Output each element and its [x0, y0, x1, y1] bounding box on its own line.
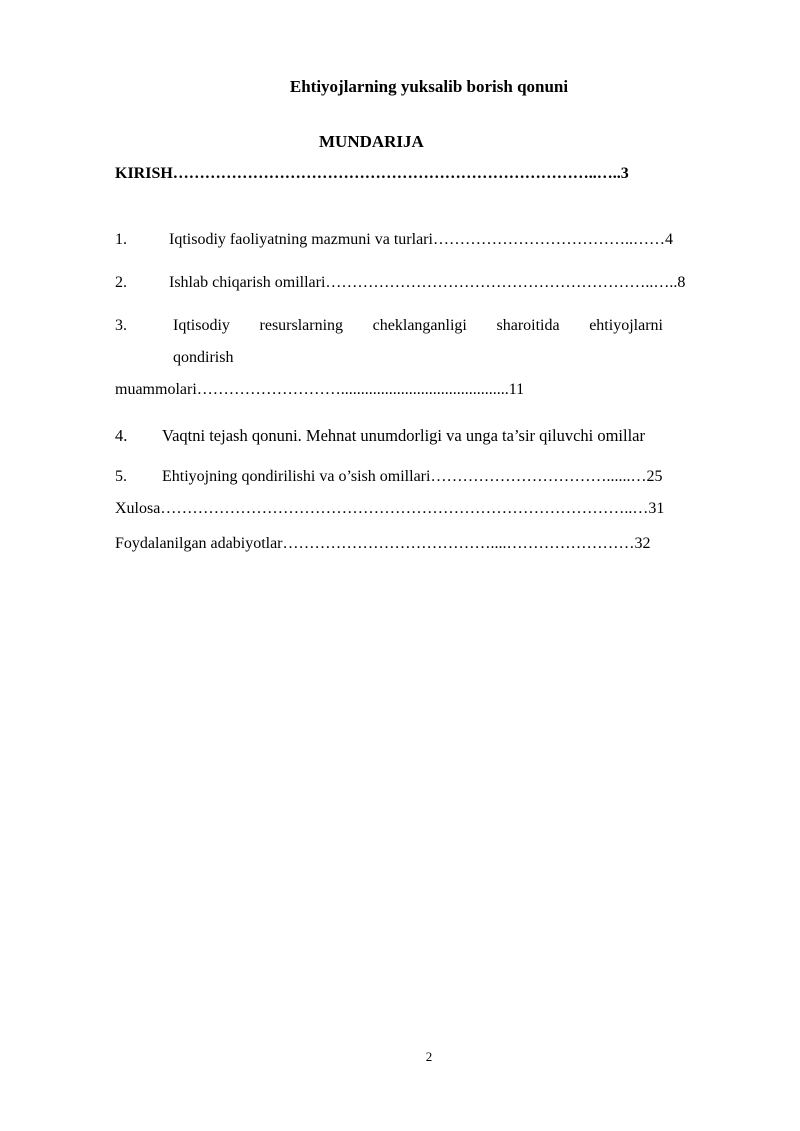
toc-entry-text: Foydalanilgan adabiyotlar…………………………………....……………………32: [115, 535, 651, 552]
toc-entry-number: 1.: [115, 231, 127, 248]
toc-entry-3: [115, 317, 743, 335]
toc-entry-foydalanilgan: [115, 535, 743, 553]
page-number: 2: [425, 1049, 433, 1064]
toc-entry-number: 5.: [115, 468, 127, 485]
toc-entry-kirish: [115, 165, 743, 183]
toc-word: cheklanganligi: [372, 317, 467, 334]
toc-word: sharoitida: [496, 317, 560, 334]
toc-entry-text: Ishlab chiqarish omillari……………………………………………………..…..8: [169, 274, 686, 291]
toc-word: ehtiyojlarni: [589, 317, 663, 334]
toc-entry-text: Xulosa……………………………………………………………………………..…31: [115, 500, 665, 517]
toc-entry-3-leader: muammolari………………………..........................................11: [115, 381, 525, 398]
toc-word: Iqtisodiy: [173, 317, 230, 334]
toc-entry-text: [173, 317, 663, 335]
toc-entry-text: Iqtisodiy faoliyatning mazmuni va turlari………………………………..……4: [169, 231, 673, 248]
toc-entry-5: [115, 468, 743, 486]
document-title: Ehtiyojlarning yuksalib borish qonuni: [289, 77, 569, 96]
toc-entry-xulosa: [115, 500, 743, 518]
toc-entry-2: [115, 274, 743, 292]
toc-entry-number: 3.: [115, 317, 127, 334]
toc-entry-3-continuation: qondirish: [173, 349, 234, 366]
toc-entry-1: [115, 231, 743, 249]
toc-entry-text: Vaqtni tejash qonuni. Mehnat unumdorligi va unga ta’sir qiluvchi omillar: [162, 426, 646, 445]
toc-entry-4: [115, 426, 743, 446]
toc-word: resurslarning: [259, 317, 344, 334]
toc-heading: MUNDARIJA: [319, 132, 424, 151]
toc-entry-number: 4.: [115, 426, 128, 445]
toc-entry-number: 2.: [115, 274, 127, 291]
toc-entry-text: KIRISH……………………………………………………………………..…..3: [115, 165, 629, 182]
toc-entry-text: Ehtiyojning qondirilishi va o’sish omillari……………………………......…25: [162, 468, 663, 485]
